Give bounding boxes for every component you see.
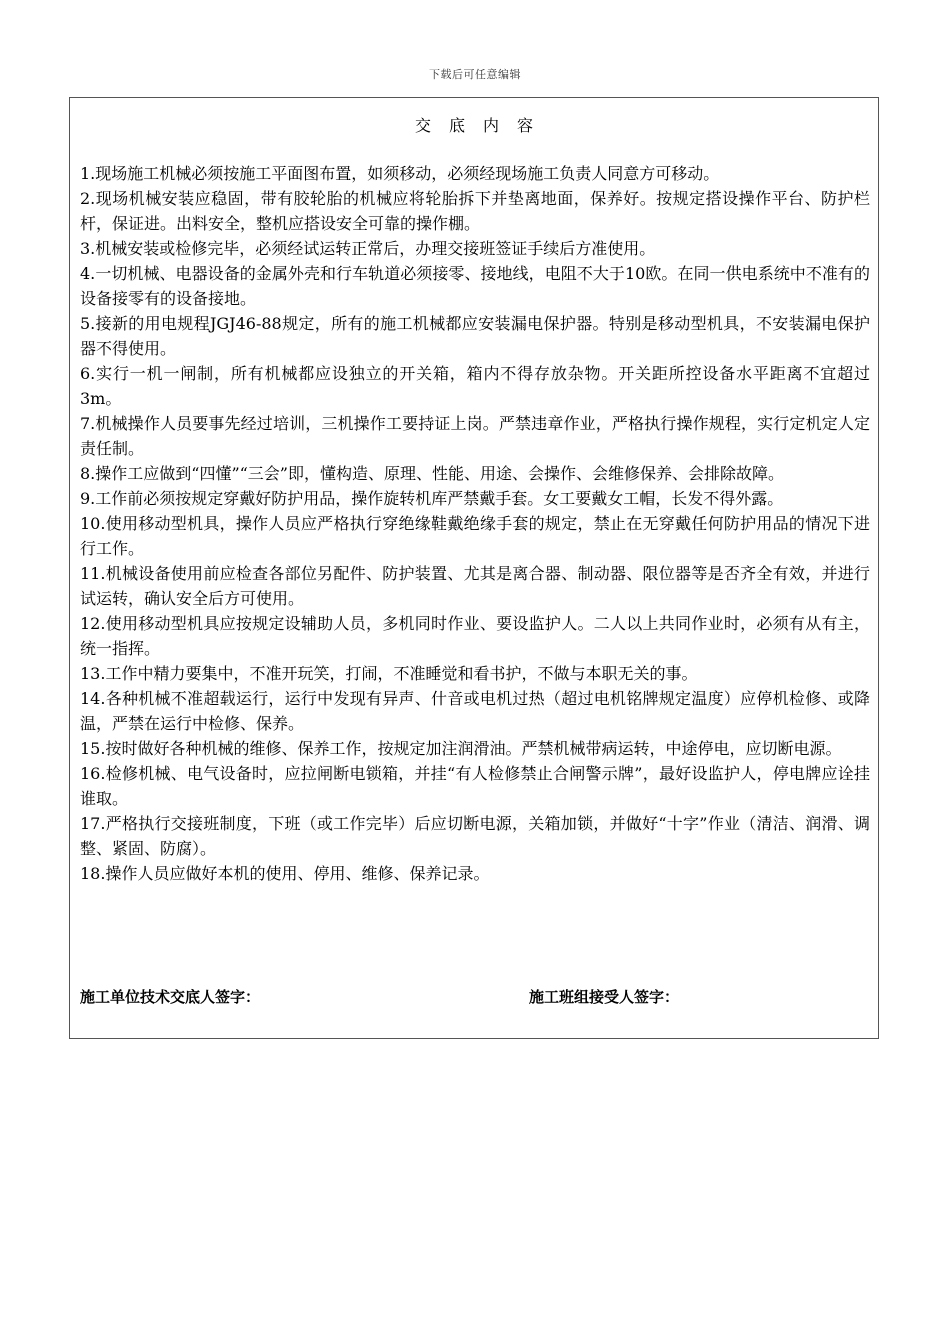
list-item: 2.现场机械安装应稳固，带有胶轮胎的机械应将轮胎拆下并垫离地面，保养好。按规定搭设操作平台、防护栏杆，保证进。出料安全，整机应搭设安全可靠的操作棚。 xyxy=(80,189,870,233)
list-item: 4.一切机械、电器设备的金属外壳和行车轨道必须接零、接地线，电阻不大于10欧。在同一供电系统中不准有的设备接零有的设备接地。 xyxy=(80,264,870,308)
receiver-signature-label: 施工班组接受人签字： xyxy=(529,988,680,1006)
list-item: 17.严格执行交接班制度，下班（或工作完毕）后应切断电源，关箱加锁，并做好“十字”作业（清洁、润滑、调整、紧固、防腐）。 xyxy=(80,814,870,858)
list-item: 16.检修机械、电气设备时，应拉闸断电锁箱，并挂“有人检修禁止合闸警示牌”，最好设监护人，停电牌应诠挂谁取。 xyxy=(80,764,870,808)
list-item: 1.现场施工机械必须按施工平面图布置，如须移动，必须经现场施工负责人同意方可移动。 xyxy=(80,164,720,183)
list-item: 15.按时做好各种机械的维修、保养工作，按规定加注润滑油。严禁机械带病运转，中途停电，应切断电源。 xyxy=(80,739,842,758)
list-item: 9.工作前必须按规定穿戴好防护用品，操作旋转机库严禁戴手套。女工要戴女工帽，长发不得外露。 xyxy=(80,489,784,508)
list-item: 11.机械设备使用前应检查各部位另配件、防护装置、尤其是离合器、制动器、限位器等是否齐全有效，并进行试运转，确认安全后方可使用。 xyxy=(80,564,870,608)
list-item: 14.各种机械不准超载运行，运行中发现有异声、什音或电机过热（超过电机铭牌规定温度）应停机检修、或降温，严禁在运行中检修、保养。 xyxy=(80,689,870,733)
list-item: 3.机械安装或检修完毕，必须经试运转正常后，办理交接班签证手续后方准使用。 xyxy=(80,239,656,258)
list-item: 5.接新的用电规程JGJ46-88规定，所有的施工机械都应安装漏电保护器。特别是移动型机具，不安装漏电保护器不得使用。 xyxy=(80,314,870,358)
list-item: 8.操作工应做到“四懂”“三会”即，懂构造、原理、性能、用途、会操作、会维修保养、会排除故障。 xyxy=(80,464,784,483)
list-item: 7.机械操作人员要事先经过培训，三机操作工要持证上岗。严禁违章作业，严格执行操作规程，实行定机定人定责任制。 xyxy=(80,414,870,458)
list-item: 10.使用移动型机具，操作人员应严格执行穿绝缘鞋戴绝缘手套的规定，禁止在无穿戴任何防护用品的情况下进行工作。 xyxy=(80,514,870,558)
section-title: 交底内容 xyxy=(414,116,551,135)
discloser-signature-label: 施工单位技术交底人签字： xyxy=(80,988,261,1006)
disclosure-items-list xyxy=(80,161,870,886)
list-item: 6.实行一机一闸制，所有机械都应设独立的开关箱，箱内不得存放杂物。开关距所控设备水平距离不宜超过3m。 xyxy=(80,364,870,408)
list-item: 13.工作中精力要集中，不准开玩笑，打闹，不准睡觉和看书护，不做与本职无关的事。 xyxy=(80,664,698,683)
list-item: 12.使用移动型机具应按规定设辅助人员，多机同时作业、要设监护人。二人以上共同作业时，必须有从有主，统一指挥。 xyxy=(80,614,870,658)
list-item: 18.操作人员应做好本机的使用、停用、维修、保养记录。 xyxy=(80,864,490,883)
header-note: 下载后可任意编辑 xyxy=(429,68,521,81)
signature-row xyxy=(80,985,870,1010)
